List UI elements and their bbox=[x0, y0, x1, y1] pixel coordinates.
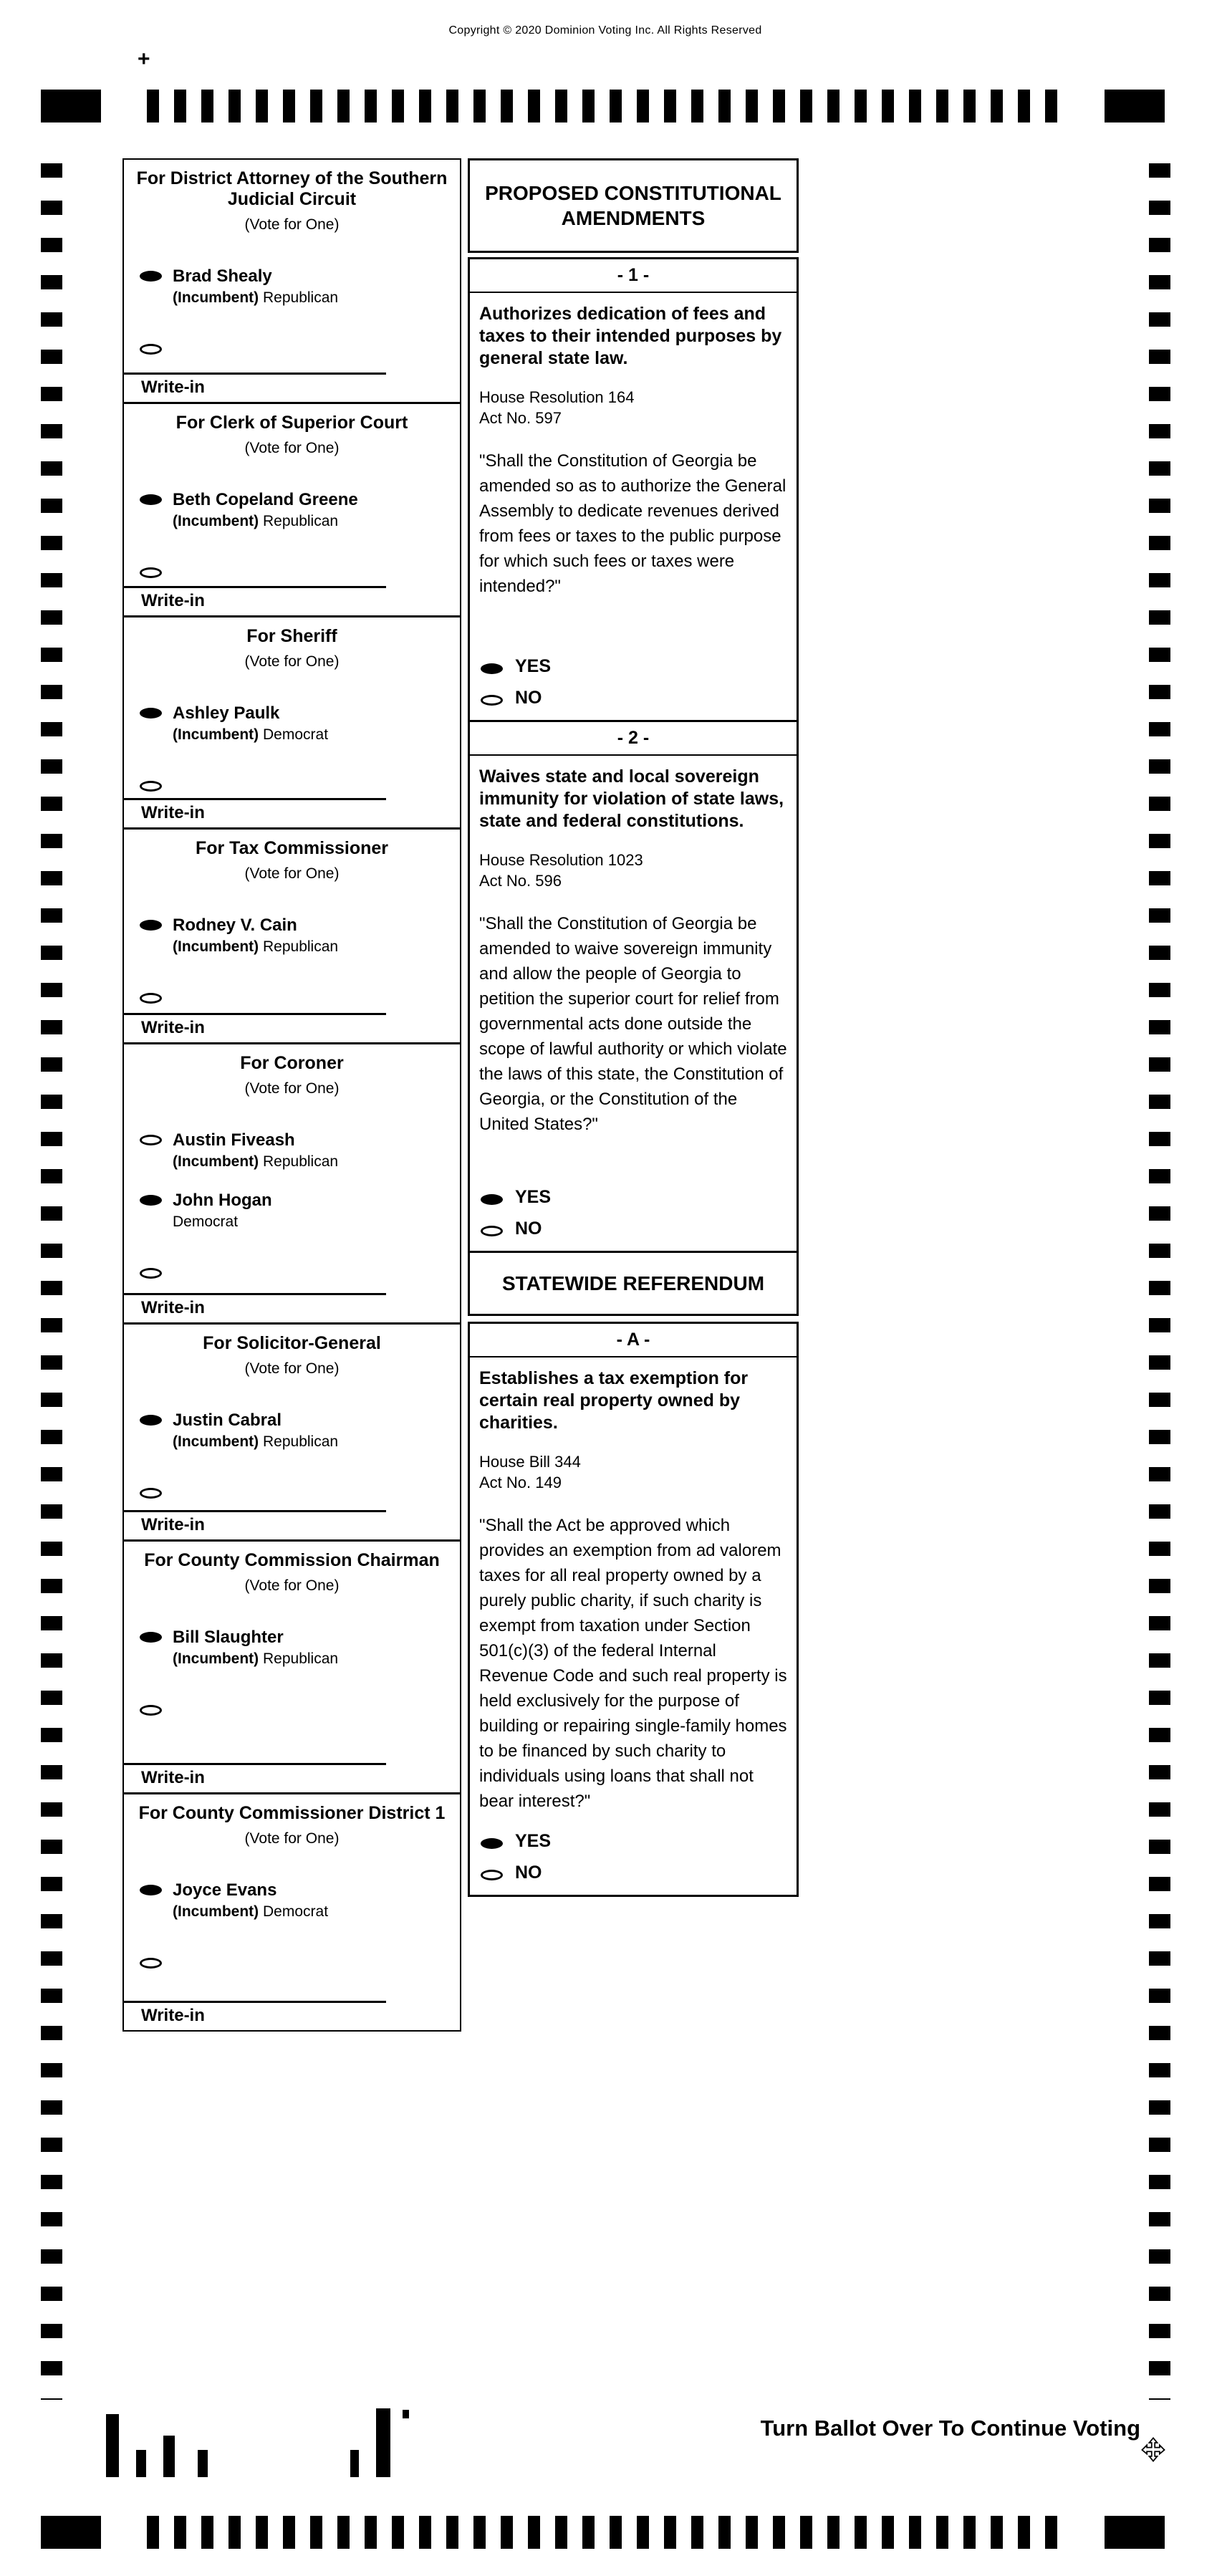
statewide-referendum-header: STATEWIDE REFERENDUM bbox=[468, 1251, 799, 1316]
ballot-id-marks bbox=[106, 2408, 414, 2477]
candidate-name: Bill Slaughter bbox=[173, 1628, 284, 1647]
measures-column bbox=[468, 158, 799, 1897]
vote-for-instruction: (Vote for One) bbox=[244, 440, 340, 456]
contest-title: For Solicitor-General bbox=[203, 1333, 381, 1353]
write-in-oval-row[interactable] bbox=[124, 1264, 460, 1279]
contest-sheriff bbox=[124, 617, 460, 830]
timing-bars-bottom bbox=[147, 2516, 1068, 2549]
measure-summary: Establishes a tax exemption for certain real property owned by charities. bbox=[479, 1368, 749, 1433]
candidate-detail: (Incumbent) Republican bbox=[173, 513, 339, 529]
measure-reference: House Resolution 164 Act No. 597 bbox=[479, 388, 635, 427]
oval-write-in[interactable] bbox=[140, 344, 162, 355]
write-in-label: Write-in bbox=[141, 2006, 205, 2025]
contest-title: For Sheriff bbox=[246, 626, 337, 646]
oval-write-in[interactable] bbox=[140, 781, 162, 792]
contest-title: For County Commissioner District 1 bbox=[138, 1803, 446, 1823]
yes-label: YES bbox=[515, 1831, 552, 1851]
timing-square-bottom-right bbox=[1105, 2516, 1165, 2549]
vote-for-instruction: (Vote for One) bbox=[244, 1360, 340, 1377]
write-in-area[interactable] bbox=[124, 1013, 460, 1042]
write-in-label: Write-in bbox=[141, 1018, 205, 1037]
measure-number: - A - bbox=[470, 1324, 797, 1357]
oval-write-in[interactable] bbox=[140, 1958, 162, 1969]
oval-brad-shealy[interactable] bbox=[140, 271, 162, 282]
candidate-row[interactable] bbox=[124, 1880, 460, 1921]
contest-county-commission-chairman bbox=[124, 1542, 460, 1794]
candidate-row[interactable] bbox=[124, 1130, 460, 1171]
copyright-text: Copyright © 2020 Dominion Voting Inc. All Rights Reserved bbox=[448, 24, 762, 37]
contest-title: For County Commission Chairman bbox=[144, 1550, 440, 1570]
timing-bars-top bbox=[147, 90, 1068, 122]
no-oval[interactable] bbox=[481, 1870, 503, 1880]
candidate-detail: Democrat bbox=[173, 1213, 239, 1230]
contest-title: For Coroner bbox=[240, 1053, 344, 1073]
candidate-name: Justin Cabral bbox=[173, 1410, 282, 1430]
contest-tax-commissioner bbox=[124, 830, 460, 1044]
measure-amendment-2 bbox=[468, 720, 799, 1253]
oval-joyce-evans[interactable] bbox=[140, 1885, 162, 1895]
yes-option[interactable] bbox=[481, 656, 797, 677]
no-label: NO bbox=[515, 1863, 542, 1883]
oval-john-hogan[interactable] bbox=[140, 1195, 162, 1206]
write-in-oval-row[interactable] bbox=[124, 1953, 460, 1969]
vote-for-instruction: (Vote for One) bbox=[244, 1830, 340, 1847]
yes-label: YES bbox=[515, 656, 552, 676]
oval-write-in[interactable] bbox=[140, 993, 162, 1004]
yes-oval[interactable] bbox=[481, 1838, 503, 1849]
candidate-detail: (Incumbent) Republican bbox=[173, 1650, 339, 1667]
oval-write-in[interactable] bbox=[140, 1268, 162, 1279]
measure-referendum-a bbox=[468, 1322, 799, 1897]
write-in-oval-row[interactable] bbox=[124, 1701, 460, 1716]
yes-option[interactable] bbox=[481, 1187, 797, 1208]
write-in-oval-row[interactable] bbox=[124, 563, 460, 578]
candidate-row[interactable] bbox=[124, 915, 460, 956]
oval-austin-fiveash[interactable] bbox=[140, 1135, 162, 1145]
vote-for-instruction: (Vote for One) bbox=[244, 216, 340, 233]
yes-option[interactable] bbox=[481, 1831, 797, 1852]
contest-solicitor-general bbox=[124, 1325, 460, 1542]
contest-title: For Tax Commissioner bbox=[195, 838, 389, 858]
measure-reference: House Bill 344 Act No. 149 bbox=[479, 1453, 581, 1491]
oval-rodney-v-cain[interactable] bbox=[140, 920, 162, 931]
contest-county-commissioner-district-1 bbox=[124, 1794, 460, 2030]
measure-question: "Shall the Constitution of Georgia be amended to waive sovereign immunity and allow the people of Georgia to petition the superior court for relief from governmental acts done outside the scope of lawful authority or which violate the laws of this state, the Constitution of Georgia, or the Constitution of the United States?" bbox=[479, 914, 787, 1134]
timing-square-top-right bbox=[1105, 90, 1165, 122]
contest-title: For Clerk of Superior Court bbox=[175, 413, 408, 433]
measure-question: "Shall the Act be approved which provides an exemption from ad valorem taxes for all real property owned by a purely public charity, if such charity is exempt from taxation under Section 501(c)(3) of the federal Internal Revenue Code and such real property is held exclusively for the purpose of building or repairing single-family homes to be financed by such charity to individuals using loans that shall not bear interest?" bbox=[479, 1516, 787, 1811]
no-oval[interactable] bbox=[481, 1226, 503, 1236]
candidate-name: Joyce Evans bbox=[173, 1880, 277, 1900]
write-in-area[interactable] bbox=[124, 586, 460, 615]
yes-label: YES bbox=[515, 1187, 552, 1207]
contest-title: For District Attorney of the Southern Judicial Circuit bbox=[136, 168, 448, 209]
write-in-label: Write-in bbox=[141, 1768, 205, 1787]
timing-marks-left bbox=[41, 163, 62, 2400]
oval-beth-copeland-greene[interactable] bbox=[140, 494, 162, 505]
write-in-label: Write-in bbox=[141, 591, 205, 610]
write-in-area[interactable] bbox=[124, 1293, 460, 1322]
vote-for-instruction: (Vote for One) bbox=[244, 1577, 340, 1594]
write-in-label: Write-in bbox=[141, 803, 205, 822]
vote-for-instruction: (Vote for One) bbox=[244, 865, 340, 882]
timing-marks-top bbox=[0, 90, 1222, 122]
no-option[interactable] bbox=[481, 1863, 797, 1883]
write-in-oval-row[interactable] bbox=[124, 989, 460, 1004]
vote-for-instruction: (Vote for One) bbox=[244, 1080, 340, 1097]
write-in-area[interactable] bbox=[124, 1763, 460, 1792]
candidate-row[interactable] bbox=[124, 490, 460, 530]
measure-summary: Authorizes dedication of fees and taxes to their intended purposes by general state law. bbox=[479, 304, 782, 368]
proposed-amendments-header: PROPOSED CONSTITUTIONAL AMENDMENTS bbox=[468, 158, 799, 253]
write-in-area[interactable] bbox=[124, 2001, 460, 2030]
measure-reference: House Resolution 1023 Act No. 596 bbox=[479, 851, 643, 890]
timing-square-bottom-left bbox=[41, 2516, 101, 2549]
no-label: NO bbox=[515, 1219, 542, 1239]
candidate-detail: (Incumbent) Republican bbox=[173, 938, 339, 955]
candidate-detail: (Incumbent) Republican bbox=[173, 1153, 339, 1170]
write-in-area[interactable] bbox=[124, 373, 460, 402]
write-in-oval-row[interactable] bbox=[124, 1484, 460, 1499]
oval-justin-cabral[interactable] bbox=[140, 1415, 162, 1426]
oval-write-in[interactable] bbox=[140, 1705, 162, 1716]
vote-for-instruction: (Vote for One) bbox=[244, 653, 340, 670]
measure-summary: Waives state and local sovereign immunity for violation of state laws, state and federal constitutions. bbox=[479, 766, 784, 831]
oval-write-in[interactable] bbox=[140, 1488, 162, 1499]
timing-marks-right bbox=[1149, 163, 1170, 2400]
candidate-name: Brad Shealy bbox=[173, 266, 272, 286]
candidate-detail: (Incumbent) Democrat bbox=[173, 726, 329, 743]
write-in-area[interactable] bbox=[124, 798, 460, 827]
oval-bill-slaughter[interactable] bbox=[140, 1632, 162, 1643]
candidate-name: Ashley Paulk bbox=[173, 703, 280, 723]
timing-square-top-left bbox=[41, 90, 101, 122]
candidate-name: Austin Fiveash bbox=[173, 1130, 295, 1150]
registration-plus-mark: + bbox=[138, 47, 150, 71]
candidate-row[interactable] bbox=[124, 703, 460, 744]
write-in-label: Write-in bbox=[141, 1515, 205, 1534]
write-in-area[interactable] bbox=[124, 1510, 460, 1539]
contests-column bbox=[122, 158, 461, 2032]
no-label: NO bbox=[515, 688, 542, 708]
turn-ballot-over-text: Turn Ballot Over To Continue Voting bbox=[760, 2416, 1140, 2441]
measure-number: - 1 - bbox=[470, 259, 797, 293]
candidate-row[interactable] bbox=[124, 1410, 460, 1451]
candidate-row[interactable] bbox=[124, 266, 460, 307]
timing-marks-bottom bbox=[0, 2516, 1222, 2549]
no-option[interactable] bbox=[481, 688, 797, 708]
candidate-detail: (Incumbent) Republican bbox=[173, 1433, 339, 1450]
write-in-label: Write-in bbox=[141, 378, 205, 397]
contest-coroner bbox=[124, 1044, 460, 1325]
candidate-name: Rodney V. Cain bbox=[173, 915, 297, 935]
alignment-cross-icon bbox=[1139, 2436, 1168, 2464]
no-oval[interactable] bbox=[481, 695, 503, 706]
measure-amendment-1 bbox=[468, 257, 799, 722]
yes-oval[interactable] bbox=[481, 1194, 503, 1205]
contest-district-attorney bbox=[124, 160, 460, 404]
candidate-detail: (Incumbent) Democrat bbox=[173, 1903, 329, 1920]
contest-clerk-superior-court bbox=[124, 404, 460, 617]
no-option[interactable] bbox=[481, 1219, 797, 1239]
oval-write-in[interactable] bbox=[140, 567, 162, 578]
measure-question: "Shall the Constitution of Georgia be amended so as to authorize the General Assembly to dedicate revenues derived from fees or taxes to the public purpose for which such fees or taxes were intended?" bbox=[479, 451, 786, 596]
candidate-row[interactable] bbox=[124, 1628, 460, 1668]
oval-ashley-paulk[interactable] bbox=[140, 708, 162, 719]
write-in-oval-row[interactable] bbox=[124, 777, 460, 792]
candidate-row[interactable] bbox=[124, 1191, 460, 1231]
yes-oval[interactable] bbox=[481, 663, 503, 674]
candidate-name: Beth Copeland Greene bbox=[173, 490, 358, 509]
write-in-oval-row[interactable] bbox=[124, 340, 460, 355]
candidate-detail: (Incumbent) Republican bbox=[173, 289, 339, 306]
candidate-name: John Hogan bbox=[173, 1191, 272, 1210]
measure-number: - 2 - bbox=[470, 722, 797, 756]
write-in-label: Write-in bbox=[141, 1298, 205, 1317]
